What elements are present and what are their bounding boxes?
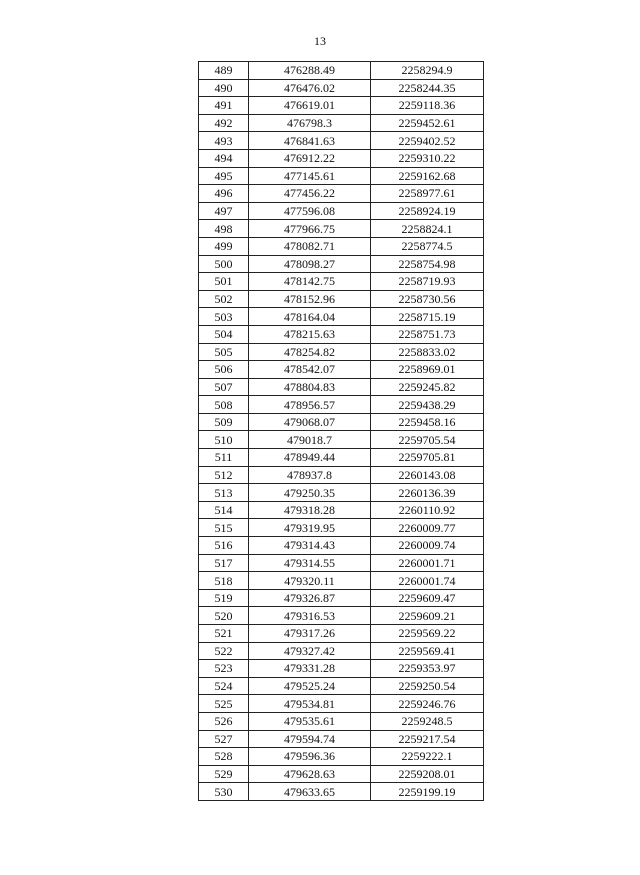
table-row	[199, 607, 484, 625]
point-number-cell: 500	[199, 255, 249, 273]
y-coordinate-cell: 2258244.35	[371, 79, 484, 97]
y-coordinate-cell: 2260009.74	[371, 537, 484, 555]
y-coordinate-cell: 2259208.01	[371, 765, 484, 783]
point-number-cell: 502	[199, 290, 249, 308]
point-number-cell: 501	[199, 273, 249, 291]
y-coordinate-cell: 2259217.54	[371, 730, 484, 748]
point-number-cell: 515	[199, 519, 249, 537]
x-coordinate-cell: 476912.22	[249, 149, 371, 167]
x-coordinate-cell: 476841.63	[249, 132, 371, 150]
table-row	[199, 62, 484, 80]
point-number-cell: 514	[199, 501, 249, 519]
table-row	[199, 378, 484, 396]
point-number-cell: 516	[199, 537, 249, 555]
x-coordinate-cell: 479320.11	[249, 572, 371, 590]
y-coordinate-cell: 2259569.41	[371, 642, 484, 660]
x-coordinate-cell: 479331.28	[249, 660, 371, 678]
y-coordinate-cell: 2259162.68	[371, 167, 484, 185]
table-row	[199, 97, 484, 115]
point-number-cell: 506	[199, 361, 249, 379]
point-number-cell: 517	[199, 554, 249, 572]
point-number-cell: 491	[199, 97, 249, 115]
point-number-cell: 494	[199, 149, 249, 167]
y-coordinate-cell: 2260136.39	[371, 484, 484, 502]
x-coordinate-cell: 478142.75	[249, 273, 371, 291]
point-number-cell: 507	[199, 378, 249, 396]
x-coordinate-cell: 479319.95	[249, 519, 371, 537]
x-coordinate-cell: 476619.01	[249, 97, 371, 115]
table-row	[199, 625, 484, 643]
table-row	[199, 396, 484, 414]
x-coordinate-cell: 477966.75	[249, 220, 371, 238]
table-row	[199, 660, 484, 678]
point-number-cell: 521	[199, 625, 249, 643]
y-coordinate-cell: 2259705.81	[371, 449, 484, 467]
point-number-cell: 496	[199, 185, 249, 203]
y-coordinate-cell: 2259245.82	[371, 378, 484, 396]
point-number-cell: 495	[199, 167, 249, 185]
table-row	[199, 572, 484, 590]
x-coordinate-cell: 479633.65	[249, 783, 371, 801]
table-row	[199, 765, 484, 783]
table-row	[199, 273, 484, 291]
y-coordinate-cell: 2259118.36	[371, 97, 484, 115]
table-row	[199, 554, 484, 572]
table-row	[199, 748, 484, 766]
y-coordinate-cell: 2259569.22	[371, 625, 484, 643]
x-coordinate-cell: 479596.36	[249, 748, 371, 766]
table-row	[199, 449, 484, 467]
y-coordinate-cell: 2258719.93	[371, 273, 484, 291]
table-row	[199, 132, 484, 150]
coordinates-table-body	[199, 62, 484, 801]
point-number-cell: 527	[199, 730, 249, 748]
x-coordinate-cell: 479535.61	[249, 712, 371, 730]
point-number-cell: 497	[199, 202, 249, 220]
table-row	[199, 501, 484, 519]
y-coordinate-cell: 2259438.29	[371, 396, 484, 414]
x-coordinate-cell: 477145.61	[249, 167, 371, 185]
point-number-cell: 523	[199, 660, 249, 678]
coordinates-table	[198, 61, 484, 801]
table-row	[199, 695, 484, 713]
x-coordinate-cell: 478152.96	[249, 290, 371, 308]
y-coordinate-cell: 2258754.98	[371, 255, 484, 273]
x-coordinate-cell: 479525.24	[249, 677, 371, 695]
y-coordinate-cell: 2258969.01	[371, 361, 484, 379]
table-row	[199, 730, 484, 748]
x-coordinate-cell: 479314.55	[249, 554, 371, 572]
x-coordinate-cell: 477596.08	[249, 202, 371, 220]
x-coordinate-cell: 479327.42	[249, 642, 371, 660]
x-coordinate-cell: 478937.8	[249, 466, 371, 484]
x-coordinate-cell: 478542.07	[249, 361, 371, 379]
point-number-cell: 518	[199, 572, 249, 590]
x-coordinate-cell: 477456.22	[249, 185, 371, 203]
table-row	[199, 343, 484, 361]
table-row	[199, 237, 484, 255]
point-number-cell: 509	[199, 413, 249, 431]
y-coordinate-cell: 2259458.16	[371, 413, 484, 431]
x-coordinate-cell: 478082.71	[249, 237, 371, 255]
table-row	[199, 185, 484, 203]
y-coordinate-cell: 2258977.61	[371, 185, 484, 203]
table-row	[199, 642, 484, 660]
table-row	[199, 519, 484, 537]
point-number-cell: 492	[199, 114, 249, 132]
x-coordinate-cell: 479316.53	[249, 607, 371, 625]
point-number-cell: 519	[199, 589, 249, 607]
x-coordinate-cell: 478164.04	[249, 308, 371, 326]
table-row	[199, 255, 484, 273]
point-number-cell: 525	[199, 695, 249, 713]
y-coordinate-cell: 2258833.02	[371, 343, 484, 361]
x-coordinate-cell: 479068.07	[249, 413, 371, 431]
table-row	[199, 149, 484, 167]
y-coordinate-cell: 2258824.1	[371, 220, 484, 238]
point-number-cell: 489	[199, 62, 249, 80]
table-row	[199, 712, 484, 730]
point-number-cell: 503	[199, 308, 249, 326]
y-coordinate-cell: 2259353.97	[371, 660, 484, 678]
table-row	[199, 290, 484, 308]
y-coordinate-cell: 2259609.47	[371, 589, 484, 607]
x-coordinate-cell: 479250.35	[249, 484, 371, 502]
point-number-cell: 498	[199, 220, 249, 238]
y-coordinate-cell: 2258730.56	[371, 290, 484, 308]
table-row	[199, 114, 484, 132]
y-coordinate-cell: 2259250.54	[371, 677, 484, 695]
table-row	[199, 589, 484, 607]
table-row	[199, 325, 484, 343]
table-row	[199, 167, 484, 185]
y-coordinate-cell: 2259199.19	[371, 783, 484, 801]
y-coordinate-cell: 2258751.73	[371, 325, 484, 343]
point-number-cell: 510	[199, 431, 249, 449]
y-coordinate-cell: 2260110.92	[371, 501, 484, 519]
table-row	[199, 220, 484, 238]
point-number-cell: 493	[199, 132, 249, 150]
y-coordinate-cell: 2258774.5	[371, 237, 484, 255]
table-row	[199, 79, 484, 97]
y-coordinate-cell: 2259222.1	[371, 748, 484, 766]
x-coordinate-cell: 479318.28	[249, 501, 371, 519]
y-coordinate-cell: 2259609.21	[371, 607, 484, 625]
y-coordinate-cell: 2259246.76	[371, 695, 484, 713]
x-coordinate-cell: 478949.44	[249, 449, 371, 467]
table-row	[199, 413, 484, 431]
point-number-cell: 499	[199, 237, 249, 255]
x-coordinate-cell: 479018.7	[249, 431, 371, 449]
y-coordinate-cell: 2259452.61	[371, 114, 484, 132]
x-coordinate-cell: 479317.26	[249, 625, 371, 643]
y-coordinate-cell: 2259705.54	[371, 431, 484, 449]
x-coordinate-cell: 476288.49	[249, 62, 371, 80]
table-row	[199, 537, 484, 555]
point-number-cell: 490	[199, 79, 249, 97]
point-number-cell: 512	[199, 466, 249, 484]
point-number-cell: 511	[199, 449, 249, 467]
y-coordinate-cell: 2259402.52	[371, 132, 484, 150]
point-number-cell: 505	[199, 343, 249, 361]
table-row	[199, 484, 484, 502]
y-coordinate-cell: 2258715.19	[371, 308, 484, 326]
x-coordinate-cell: 479314.43	[249, 537, 371, 555]
point-number-cell: 529	[199, 765, 249, 783]
x-coordinate-cell: 478956.57	[249, 396, 371, 414]
point-number-cell: 530	[199, 783, 249, 801]
y-coordinate-cell: 2260001.74	[371, 572, 484, 590]
x-coordinate-cell: 478098.27	[249, 255, 371, 273]
table-row	[199, 308, 484, 326]
point-number-cell: 528	[199, 748, 249, 766]
y-coordinate-cell: 2258294.9	[371, 62, 484, 80]
y-coordinate-cell: 2259310.22	[371, 149, 484, 167]
y-coordinate-cell: 2260009.77	[371, 519, 484, 537]
table-row	[199, 677, 484, 695]
table-row	[199, 783, 484, 801]
point-number-cell: 526	[199, 712, 249, 730]
x-coordinate-cell: 476798.3	[249, 114, 371, 132]
y-coordinate-cell: 2260143.08	[371, 466, 484, 484]
x-coordinate-cell: 479534.81	[249, 695, 371, 713]
point-number-cell: 504	[199, 325, 249, 343]
x-coordinate-cell: 479628.63	[249, 765, 371, 783]
point-number-cell: 520	[199, 607, 249, 625]
point-number-cell: 513	[199, 484, 249, 502]
table-row	[199, 202, 484, 220]
x-coordinate-cell: 479326.87	[249, 589, 371, 607]
x-coordinate-cell: 476476.02	[249, 79, 371, 97]
table-row	[199, 361, 484, 379]
x-coordinate-cell: 479594.74	[249, 730, 371, 748]
x-coordinate-cell: 478215.63	[249, 325, 371, 343]
y-coordinate-cell: 2259248.5	[371, 712, 484, 730]
page-number: 13	[314, 34, 326, 48]
table-row	[199, 431, 484, 449]
point-number-cell: 524	[199, 677, 249, 695]
point-number-cell: 508	[199, 396, 249, 414]
x-coordinate-cell: 478804.83	[249, 378, 371, 396]
point-number-cell: 522	[199, 642, 249, 660]
y-coordinate-cell: 2260001.71	[371, 554, 484, 572]
y-coordinate-cell: 2258924.19	[371, 202, 484, 220]
table-row	[199, 466, 484, 484]
x-coordinate-cell: 478254.82	[249, 343, 371, 361]
